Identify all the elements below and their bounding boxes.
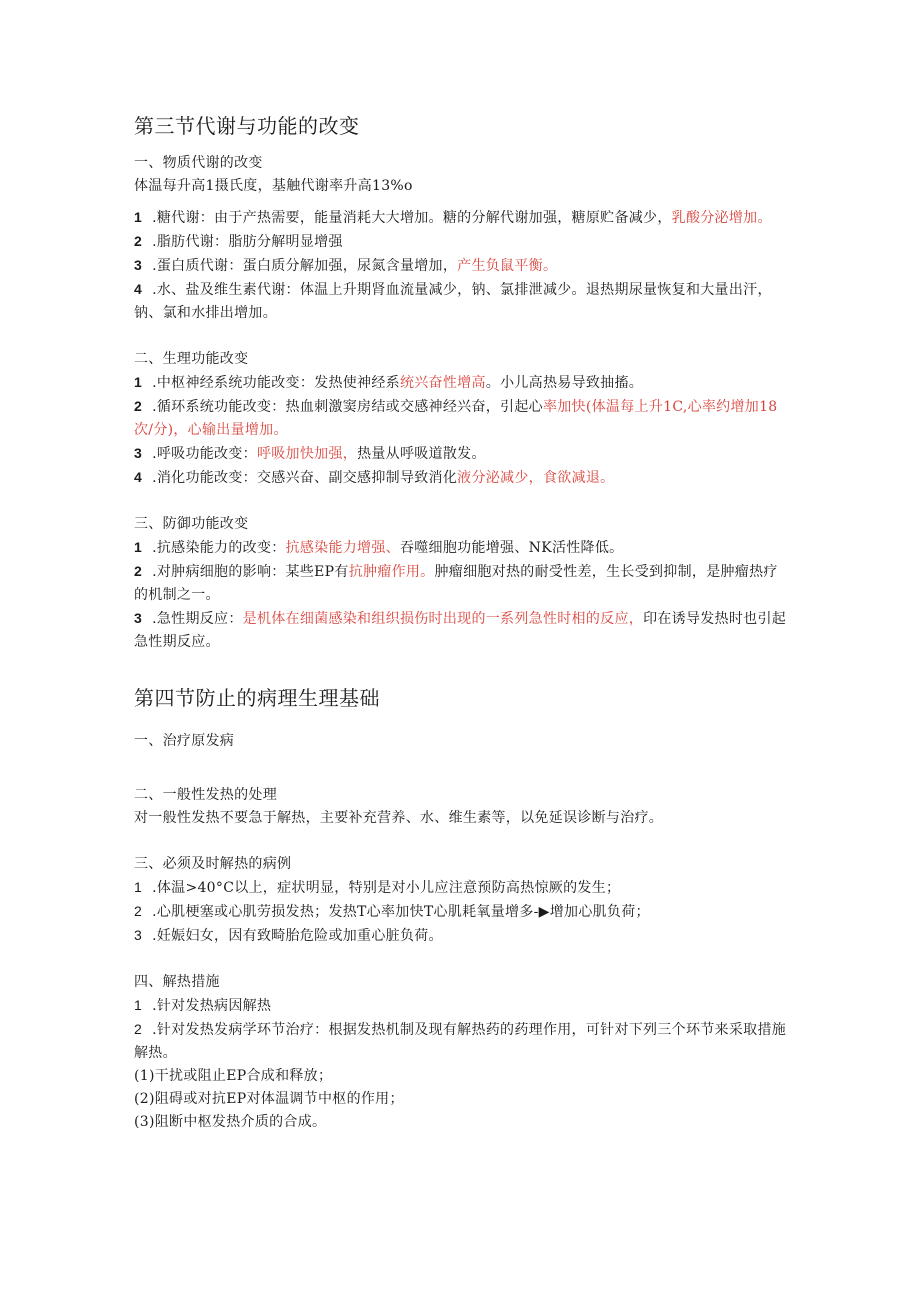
metabolism-item-2 bbox=[134, 230, 789, 254]
item-text: .呼吸功能改变： bbox=[152, 446, 257, 462]
section-3-sub-1: 一、物质代谢的改变 bbox=[134, 155, 263, 171]
item-text-tail: 热量从呼吸道散发。 bbox=[357, 446, 486, 462]
defense-item-3 bbox=[134, 607, 789, 654]
item-highlight: 是机体在细菌感染和组织损伤时出现的一系列急性时相的反应， bbox=[242, 611, 644, 627]
item-highlight: 统兴奋性增高 bbox=[399, 375, 486, 391]
item-text: .水、盐及维生素代谢：体温上升期肾血流量减少，钠、氯排泄减少。退热期尿量恢复和大量出汗，钠、氯和水排出增加。 bbox=[134, 282, 772, 321]
item-number: 1 bbox=[134, 539, 143, 555]
item-highlight: 抗感染能力增强、 bbox=[285, 540, 400, 556]
section-4-sub-1: 一、治疗原发病 bbox=[134, 733, 235, 749]
item-text: .针对发热病因解热 bbox=[152, 998, 272, 1014]
item-highlight: 呼吸加快加强， bbox=[256, 446, 358, 462]
measure-point-3: (3)阻断中枢发热介质的合成。 bbox=[134, 1114, 327, 1130]
metabolism-item-4 bbox=[134, 278, 789, 325]
measure-point-2: (2)阻碍或对抗EP对体温调节中枢的作用； bbox=[134, 1091, 404, 1107]
general-fever-text: 对一般性发热不要急于解热，主要补充营养、水、维生素等，以免延误诊断与治疗。 bbox=[134, 810, 664, 826]
item-text: .循环系统功能改变：热血刺激窦房结或交感神经兴奋，引起心 bbox=[152, 399, 543, 415]
item-highlight: 乳酸分泌增加。 bbox=[671, 210, 772, 226]
item-text-tail: 印在诱导发热时也引起急性期反应。 bbox=[134, 611, 787, 650]
item-number: 1 bbox=[134, 879, 143, 895]
item-text: .抗感染能力的改变： bbox=[152, 540, 286, 556]
item-text: .体温>40°C以上，症状明显，特别是对小儿应注意预防高热惊厥的发生； bbox=[152, 880, 621, 896]
section-4-sub-4: 四、解热措施 bbox=[134, 974, 220, 990]
item-number: 1 bbox=[134, 209, 143, 225]
item-text: .对肿病细胞的影响：某些EP有 bbox=[152, 564, 349, 580]
measure-item-2 bbox=[134, 1018, 789, 1065]
item-number: 2 bbox=[134, 398, 143, 414]
item-highlight: 液分泌减少，食欲减退。 bbox=[457, 470, 615, 486]
item-highlight: 率加快(体温每上升1C,心率约增加18次/分)，心输出量增加。 bbox=[134, 399, 778, 438]
item-number: 2 bbox=[134, 233, 143, 249]
item-text: .中枢神经系统功能改变：发热使神经系 bbox=[152, 375, 400, 391]
section-4-sub-3: 三、必须及时解热的病例 bbox=[134, 856, 292, 872]
section-3-sub-2: 二、生理功能改变 bbox=[134, 351, 249, 367]
case-item-3 bbox=[134, 924, 789, 948]
item-highlight: 抗肿瘤作用。 bbox=[348, 564, 435, 580]
item-number: 2 bbox=[134, 1021, 143, 1037]
section-3-sub-3: 三、防御功能改变 bbox=[134, 516, 249, 532]
metabolism-item-1 bbox=[134, 206, 789, 230]
measure-item-1 bbox=[134, 994, 789, 1018]
function-item-1 bbox=[134, 371, 789, 395]
item-number: 1 bbox=[134, 997, 143, 1013]
defense-item-2 bbox=[134, 560, 789, 607]
metabolism-item-3 bbox=[134, 254, 789, 278]
measure-point-1: (1)干扰或阻止EP合成和释放； bbox=[134, 1068, 333, 1084]
section-4-title: 第四节防止的病理生理基础 bbox=[134, 686, 380, 710]
section-3-title: 第三节代谢与功能的改变 bbox=[134, 114, 360, 138]
item-text: .蛋白质代谢：蛋白质分解加强，尿氮含量增加， bbox=[152, 258, 458, 274]
function-item-2 bbox=[134, 395, 789, 442]
item-number: 3 bbox=[134, 927, 143, 943]
item-number: 3 bbox=[134, 445, 143, 461]
item-number: 3 bbox=[134, 257, 143, 273]
item-text: .糖代谢：由于产热需要，能量消耗大大增加。糖的分解代谢加强，糖原贮备减少， bbox=[152, 210, 672, 226]
item-text: .消化功能改变：交感兴奋、副交感抑制导致消化 bbox=[152, 470, 458, 486]
item-number: 2 bbox=[134, 903, 143, 919]
item-text-tail: 肿瘤细胞对热的耐受性差，生长受到抑制，是肿瘤热疗的机制之一。 bbox=[134, 564, 778, 603]
item-text: .急性期反应： bbox=[152, 611, 243, 627]
item-text: .针对发热发病学环节治疗：根据发热机制及现有解热药的药理作用，可针对下列三个环节来采取措施解热。 bbox=[134, 1022, 787, 1061]
case-item-2 bbox=[134, 900, 789, 924]
item-number: 4 bbox=[134, 469, 143, 485]
item-text: .脂肪代谢：脂肪分解明显增强 bbox=[152, 234, 343, 250]
item-text: .妊娠妇女，因有致畸胎危险或加重心脏负荷。 bbox=[152, 928, 443, 944]
item-number: 2 bbox=[134, 563, 143, 579]
function-item-3 bbox=[134, 442, 789, 466]
item-number: 4 bbox=[134, 281, 143, 297]
item-text-tail: 。小儿高热易导致抽搐。 bbox=[485, 375, 644, 391]
item-text: .心肌梗塞或心肌劳损发热；发热T心率加快T心肌耗氧量增多-▶增加心肌负荷； bbox=[152, 904, 650, 920]
metabolism-intro: 体温每升高1摄氏度，基触代谢率升高13%o bbox=[134, 178, 413, 194]
item-highlight: 产生负鼠平衡。 bbox=[457, 258, 558, 274]
section-4-sub-2: 二、一般性发热的处理 bbox=[134, 787, 277, 803]
function-item-4 bbox=[134, 466, 789, 490]
document-page bbox=[134, 112, 789, 1134]
case-item-1 bbox=[134, 876, 789, 900]
item-number: 1 bbox=[134, 374, 143, 390]
item-text-tail: 吞噬细胞功能增强、NK活性降低。 bbox=[399, 540, 624, 556]
item-number: 3 bbox=[134, 610, 143, 626]
defense-item-1 bbox=[134, 536, 789, 560]
